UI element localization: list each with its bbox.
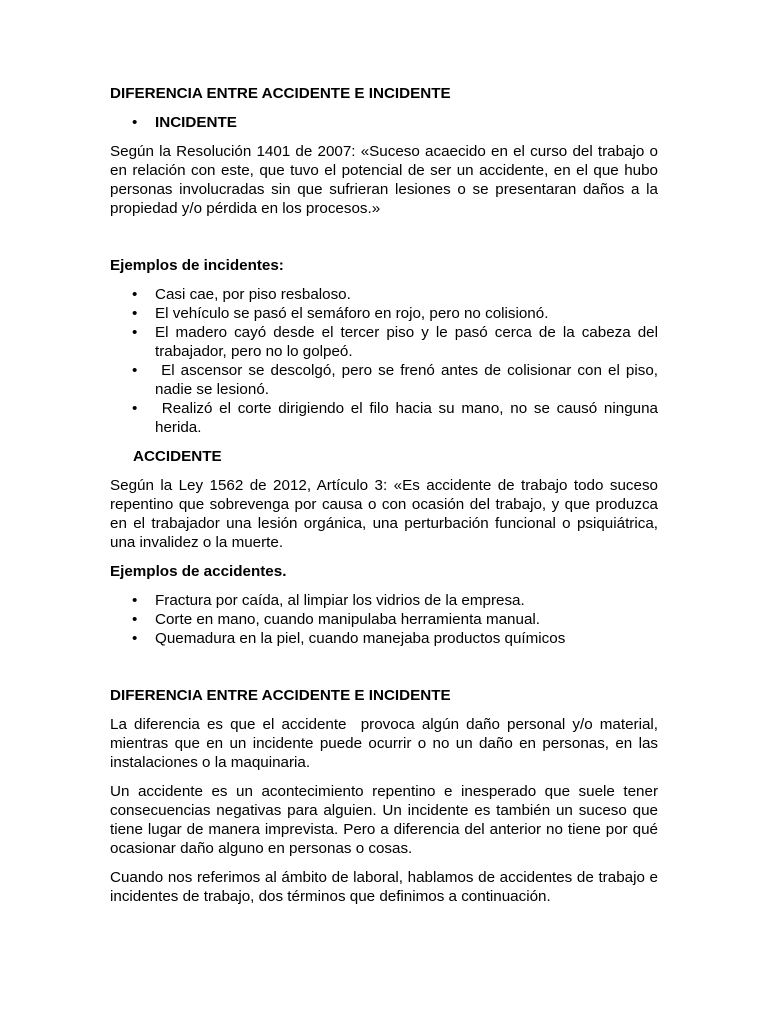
bullet-icon: •	[132, 305, 138, 322]
list-item	[110, 591, 658, 610]
incidente-heading	[110, 113, 658, 132]
list-item	[110, 610, 658, 629]
list-item	[110, 304, 658, 323]
list-item	[110, 399, 663, 437]
spacer	[110, 228, 658, 256]
bullet-icon: •	[132, 324, 138, 341]
difference-title: DIFERENCIA ENTRE ACCIDENTE E INCIDENTE	[110, 687, 451, 704]
list-item	[110, 629, 658, 648]
list-item-text: Corte en mano, cuando manipulaba herramienta manual.	[155, 611, 540, 628]
document-title: DIFERENCIA ENTRE ACCIDENTE E INCIDENTE	[110, 85, 451, 102]
incidentes-examples-list	[110, 285, 663, 437]
list-item-text: El madero cayó desde el tercer piso y le pasó cerca de la cabeza del trabajador, pero no lo golpeó.	[155, 324, 658, 360]
list-item-text: Quemadura en la piel, cuando manejaba productos químicos	[155, 630, 566, 647]
bullet-icon: •	[132, 286, 138, 303]
accidentes-examples-heading: Ejemplos de accidentes.	[110, 563, 287, 580]
list-item	[110, 285, 658, 304]
bullet-icon: •	[132, 114, 138, 131]
list-item-text: Realizó el corte dirigiendo el filo hacia su mano, no se causó ninguna herida.	[155, 400, 663, 436]
difference-paragraph: Un accidente es un acontecimiento repentino e inesperado que suele tener consecuencias negativas para alguien. Un incidente es también un suceso que tiene lugar de manera imprevista. Pero a diferencia del anterior no tiene por qué ocasionar daño alguno en personas o cosas.	[110, 783, 658, 857]
bullet-icon: •	[132, 400, 138, 417]
difference-paragraph: Cuando nos referimos al ámbito de laboral, hablamos de accidentes de trabajo e incidentes de trabajo, dos términos que definimos a continuación.	[110, 869, 658, 905]
list-item-text: Casi cae, por piso resbaloso.	[155, 286, 351, 303]
list-item	[110, 361, 663, 399]
accidente-definition: Según la Ley 1562 de 2012, Artículo 3: «Es accidente de trabajo todo suceso repentino que sobrevenga por causa o con ocasión del trabajo, y que produzca en el trabajador una lesión orgánica, una perturbación funcional o psiquiátrica, una invalidez o la muerte.	[110, 477, 658, 551]
bullet-icon: •	[132, 592, 138, 609]
incidente-definition: Según la Resolución 1401 de 2007: «Suceso acaecido en el curso del trabajo o en relación con este, que tuvo el potencial de ser un accidente, en el que hubo personas involucradas sin que sufrieran lesiones o se presentaran daños a la propiedad y/o pérdida en los procesos.»	[110, 143, 658, 217]
accidente-heading: ACCIDENTE	[133, 448, 222, 465]
bullet-icon: •	[132, 611, 138, 628]
list-item-text: El vehículo se pasó el semáforo en rojo, pero no colisionó.	[155, 305, 549, 322]
bullet-icon: •	[132, 630, 138, 647]
spacer	[110, 658, 658, 686]
difference-paragraph: La diferencia es que el accidente provoca algún daño personal y/o material, mientras que en un incidente puede ocurrir o no un daño en personas, en las instalaciones o la maquinaria.	[110, 716, 663, 771]
incidentes-examples-heading: Ejemplos de incidentes:	[110, 257, 284, 274]
document-page	[110, 84, 663, 916]
bullet-icon: •	[132, 362, 138, 379]
accidentes-examples-list	[110, 591, 658, 648]
incidente-heading-text: INCIDENTE	[155, 114, 237, 131]
list-item	[110, 323, 658, 361]
list-item-text: Fractura por caída, al limpiar los vidrios de la empresa.	[155, 592, 525, 609]
list-item-text: El ascensor se descolgó, pero se frenó antes de colisionar con el piso, nadie se lesionó.	[155, 362, 663, 398]
